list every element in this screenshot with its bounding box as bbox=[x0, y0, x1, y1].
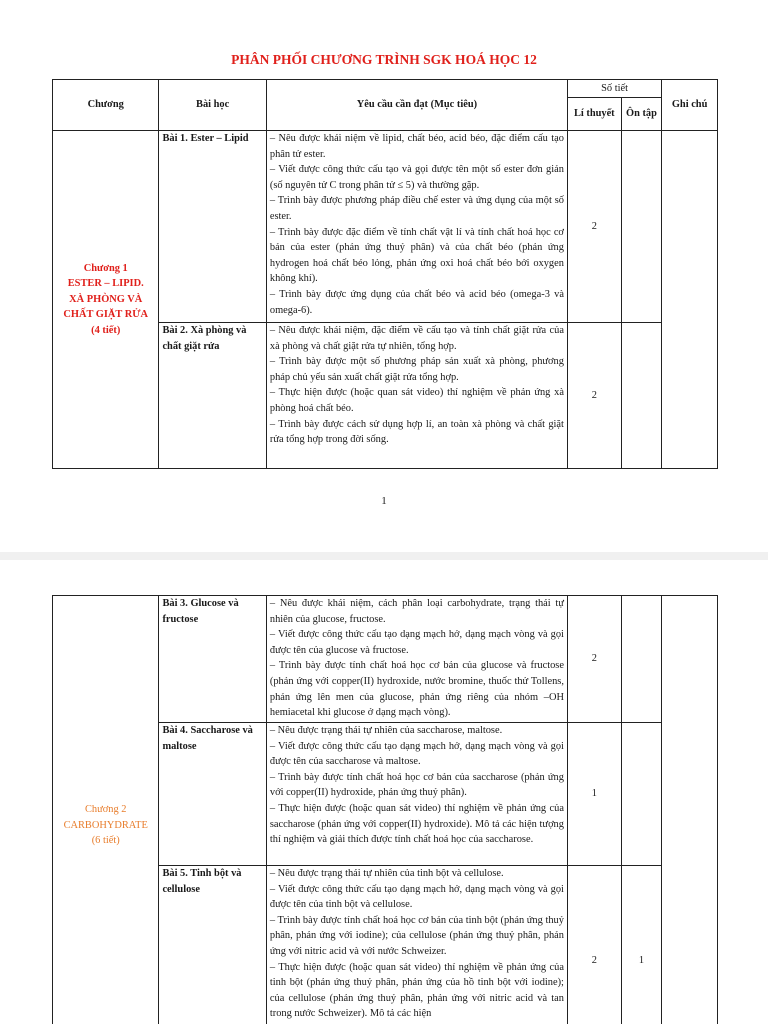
page-number: 1 bbox=[381, 495, 387, 507]
requirement-item: – Thực hiện được (hoặc quan sát video) thí nghiệm về phản ứng của saccharose (phản ứng với copper(II) hydroxide). Mô tả các hiện tượng thí nghiệm và giải thích được tính chất hoá học của saccharose. bbox=[269, 802, 564, 846]
requirement-item: – Trình bày được ứng dụng của chất béo và acid béo (omega-3 và omega-6). bbox=[269, 288, 564, 316]
chapter-1-line: Chương 1 bbox=[83, 262, 128, 274]
lesson-5-review: 1 bbox=[621, 866, 662, 1024]
requirement-item: – Viết được công thức cấu tạo dạng mạch hở, dạng mạch vòng và gọi được tên của saccharose và maltose. bbox=[269, 740, 564, 768]
lesson-4-theory: 1 bbox=[567, 723, 621, 866]
table-row bbox=[53, 596, 718, 723]
chapter-2-line: (6 tiết) bbox=[91, 835, 120, 847]
requirement-item: – Viết được công thức cấu tạo dạng mạch hở, dạng mạch vòng và gọi được tên của glucose và fructose. bbox=[269, 629, 564, 656]
lesson-3-title: Bài 3. Glucose và fructose bbox=[159, 596, 266, 723]
requirement-item: – Thực hiện được (hoặc quan sát video) thí nghiệm về phản ứng xà phòng hoá chất béo. bbox=[269, 387, 564, 414]
requirement-item: – Trình bày được tính chất hoá học cơ bản của saccharose (phản ứng với copper(II) hydroxide, phản ứng thuỷ phân). bbox=[269, 771, 564, 799]
chapter-2-cell bbox=[53, 596, 159, 1024]
lesson-1-title: Bài 1. Ester – Lipid bbox=[159, 131, 266, 323]
requirement-item: – Trình bày được đặc điểm về tính chất vật lí và tính chất hoá học cơ bản của ester (phản ứng thuỷ phân) và của chất béo (phản ứng hydrogen hoá chất béo lỏng, phản ứng oxi hoá chất béo bởi oxygen không khí). bbox=[269, 226, 564, 285]
lesson-4-requirements bbox=[266, 723, 567, 866]
lesson-3-review bbox=[621, 596, 662, 723]
requirement-item: – Thực hiện được (hoặc quan sát video) thí nghiệm về phản ứng của tinh bột (phản ứng thuỷ phân, phản ứng của hồ tinh bột với iodine); của cellulose (phản ứng thuỷ phân, phản ứng với nitric acid và tan trong nước Schweizer). Mô tả các hiện bbox=[269, 961, 564, 1020]
requirement-item: – Trình bày được phương pháp điều chế ester và ứng dụng của một số ester. bbox=[269, 195, 564, 222]
header-theory: Lí thuyết bbox=[567, 98, 621, 131]
lesson-1-theory: 2 bbox=[567, 131, 621, 323]
requirement-item: – Viết được công thức cấu tạo dạng mạch hở, dạng mạch vòng và gọi được tên của tinh bột và cellulose. bbox=[269, 883, 564, 911]
lesson-2-review bbox=[621, 323, 662, 469]
table-row bbox=[53, 131, 718, 323]
header-requirements: Yêu cầu cần đạt (Mục tiêu) bbox=[266, 80, 567, 131]
chapter-2-line: Chương 2 bbox=[85, 804, 127, 816]
requirement-item: – Trình bày được tính chất hoá học cơ bản của tinh bột (phản ứng thuỷ phân, phản ứng với iodine); của cellulose (phản ứng thuỷ phân, phản ứng với nitric acid và với nước Schweizer. bbox=[269, 914, 564, 957]
requirement-item: – Nêu được khái niệm về lipid, chất béo, acid béo, đặc điểm cấu tạo phân tử ester. bbox=[269, 133, 564, 160]
chapter-1-line: XÀ PHÒNG VÀ bbox=[69, 293, 143, 305]
header-review: Ôn tập bbox=[621, 98, 662, 131]
lesson-5-requirements bbox=[266, 866, 567, 1024]
lesson-3-theory: 2 bbox=[567, 596, 621, 723]
lesson-4-title: Bài 4. Saccharose và maltose bbox=[159, 723, 266, 866]
lesson-3-requirements bbox=[266, 596, 567, 723]
requirement-item: – Nêu được trạng thái tự nhiên của saccharose, maltose. bbox=[269, 725, 503, 736]
chapter-1-note bbox=[662, 131, 718, 469]
requirement-item: – Nêu được khái niệm, đặc điểm về cấu tạo và tính chất giặt rửa của xà phòng và chất giặt rửa tự nhiên, tổng hợp. bbox=[269, 325, 564, 352]
document-page-2 bbox=[0, 560, 768, 1024]
chapter-1-cell bbox=[53, 131, 159, 469]
curriculum-table-page-1 bbox=[52, 79, 718, 469]
lesson-5-title: Bài 5. Tinh bột và cellulose bbox=[159, 866, 266, 1024]
header-lesson: Bài học bbox=[159, 80, 266, 131]
header-chapter: Chương bbox=[53, 80, 159, 131]
chapter-1-line: CHẤT GIẶT RỬA bbox=[63, 309, 149, 321]
lesson-2-requirements bbox=[266, 323, 567, 469]
chapter-1-line: (4 tiết) bbox=[91, 324, 121, 336]
header-note: Ghi chú bbox=[662, 80, 718, 131]
curriculum-table-page-2 bbox=[52, 595, 718, 1024]
lesson-1-requirements bbox=[266, 131, 567, 323]
requirement-item: – Nêu được trạng thái tự nhiên của tinh bột và cellulose. bbox=[269, 868, 504, 879]
lesson-2-theory: 2 bbox=[567, 323, 621, 469]
lesson-2-title: Bài 2. Xà phòng và chất giặt rửa bbox=[159, 323, 266, 469]
chapter-2-note bbox=[662, 596, 718, 1024]
requirement-item: – Nêu được khái niệm, cách phân loại carbohydrate, trạng thái tự nhiên của glucose, fructose. bbox=[269, 598, 564, 625]
chapter-2-line: CARBOHYDRATE bbox=[63, 819, 148, 831]
requirement-item: – Trình bày được tính chất hoá học cơ bản của glucose và fructose (phản ứng với copper(II) hydroxide, nước bromine, thuốc thử Tollens, phản ứng lên men của glucose, phản ứng riêng của nhóm –OH hemiacetal khi glucose ở dạng mạch vòng). bbox=[269, 660, 564, 719]
requirement-item: – Trình bày được một số phương pháp sản xuất xà phòng, phương pháp chủ yếu sản xuất chất giặt rửa tổng hợp. bbox=[269, 356, 564, 383]
requirement-item: – Viết được công thức cấu tạo và gọi được tên một số ester đơn giản (số nguyên tử C trong phân tử ≤ 5) và thường gặp. bbox=[269, 164, 564, 191]
lesson-5-theory: 2 bbox=[567, 866, 621, 1024]
document-title: PHÂN PHỐI CHƯƠNG TRÌNH SGK HOÁ HỌC 12 bbox=[231, 52, 537, 67]
lesson-1-review bbox=[621, 131, 662, 323]
lesson-4-review bbox=[621, 723, 662, 866]
chapter-1-line: ESTER – LIPID. bbox=[67, 278, 144, 290]
requirement-item: – Trình bày được cách sử dụng hợp lí, an toàn xà phòng và chất giặt rửa tổng hợp trong đời sống. bbox=[269, 418, 564, 446]
header-periods: Số tiết bbox=[567, 80, 661, 98]
